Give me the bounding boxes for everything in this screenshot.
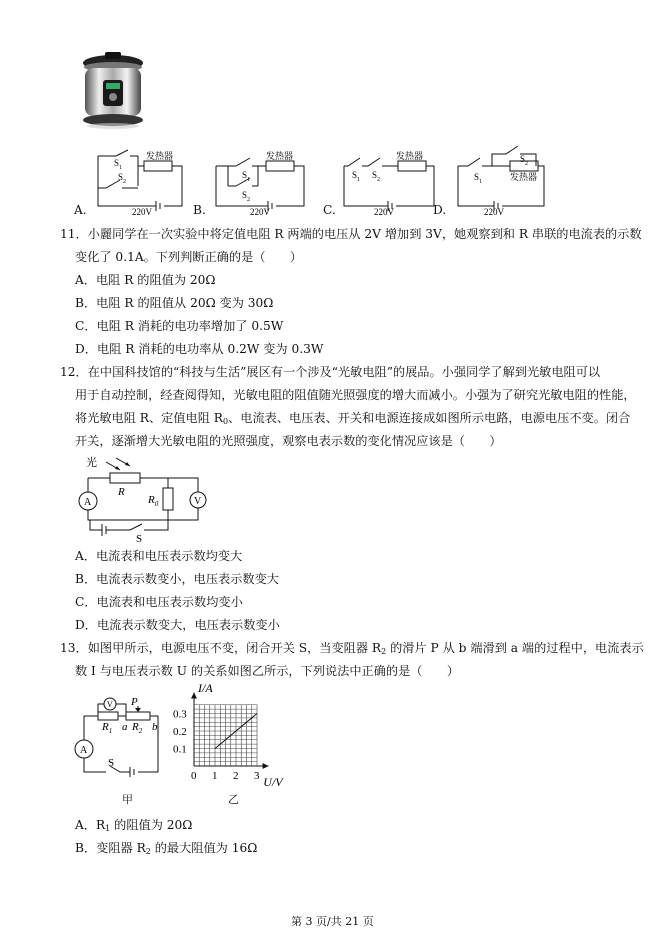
x-tick-label: 1: [212, 770, 218, 782]
q13-jia-r2: $R_2$: [132, 721, 143, 735]
y-axis-arrow: [191, 693, 197, 699]
q10-c-heater: 发热器: [396, 151, 424, 161]
q13-circuit-jia: [76, 692, 166, 784]
q13-caption-jia: 甲: [122, 793, 133, 806]
q13-option-b[interactable]: B．变阻器 $R_2$ 的最大阻值为 16Ω: [75, 841, 258, 856]
q12-stem-line-3: 将光敏电阻 R、定值电阻 $R_0$、电流表、电压表、开关和电源连接成如图所示电路，电源电压不变。闭合: [75, 411, 631, 426]
y-tick-label: 0.2: [173, 726, 187, 738]
q13-jia-ammeter: A: [80, 745, 88, 756]
q10-a-voltage: 220V: [132, 207, 152, 217]
q10-option-d-letter[interactable]: D.: [433, 203, 447, 217]
pressure-cooker-image: [78, 50, 148, 132]
q12-option-c[interactable]: C．电流表和电压表示数均变小: [75, 595, 243, 609]
q12-light-label: 光: [86, 457, 97, 469]
q13-chart-yi: [173, 680, 308, 792]
q10-circuit-b: [208, 148, 318, 218]
q11-stem-line-1: 11．小麗同学在一次实验中将定值电阻 R 两端的电压从 2V 增加到 3V，她观察到和 R 串联的电流表的示数: [60, 227, 642, 241]
q10-c-voltage: 220V: [374, 207, 394, 217]
y-tick-label: 0.1: [173, 743, 187, 756]
q12-stem-line-4: 开关，逐渐增大光敏电阻的光照强度，观察电表示数的变化情况应该是（ ）: [75, 434, 502, 448]
q13-jia-b: b: [152, 721, 158, 733]
q13-option-a[interactable]: A．$R_1$ 的阻值为 20Ω: [75, 818, 193, 833]
q10-a-s2: $S_2$: [118, 172, 127, 185]
q12-stem-line-1: 12．在中国科技馆的“科技与生活”展区有一个涉及“光敏电阻”的展品。小强同学了解到光敏电阻可以: [60, 365, 601, 379]
q13-caption-yi: 乙: [228, 793, 239, 806]
q10-c-s2: $S_2$: [372, 170, 381, 183]
q12-r0-label: $R_0$: [148, 494, 159, 508]
q13-stem-line-2: 数 I 与电压表示数 U 的关系如图乙所示，下列说法中正确的是（ ）: [75, 664, 460, 678]
q10-option-a-letter[interactable]: A.: [74, 203, 87, 217]
q12-stem-line-2: 用于自动控制，经查阅得知，光敏电阻的阻值随光照强度的增大而减小。小强为了研究光敏电阻的性能，: [75, 388, 636, 402]
q13-jia-voltmeter: V: [107, 700, 113, 709]
q11-option-a[interactable]: A．电阻 R 的阻值为 20Ω: [75, 273, 216, 287]
q10-d-s2: $S_2$: [520, 154, 529, 167]
q10-b-s1: $S_1$: [242, 170, 251, 183]
q12-voltmeter: V: [194, 496, 202, 507]
q10-d-heater: 发热器: [510, 172, 538, 182]
q12-r-label: R: [118, 486, 125, 498]
x-tick-label: 3: [254, 770, 260, 782]
q11-stem-line-2: 变化了 0.1A。下列判断正确的是（ ）: [75, 250, 303, 264]
x-tick-label: 2: [233, 770, 239, 782]
x-tick-label: 0: [191, 770, 197, 782]
q10-option-b-letter[interactable]: B.: [193, 203, 206, 217]
x-axis-arrow: [263, 763, 269, 769]
chart-xlabel: U/V: [263, 775, 283, 789]
q12-option-a[interactable]: A．电流表和电压表示数均变大: [75, 549, 243, 563]
q12-option-b[interactable]: B．电流表示数变小，电压表示数变大: [75, 572, 279, 586]
q10-circuit-d: [452, 142, 562, 218]
q10-d-s1: $S_1$: [474, 172, 483, 185]
q10-d-voltage: 220V: [484, 207, 504, 217]
q12-option-d[interactable]: D．电流表示数变大，电压表示数变小: [75, 618, 280, 632]
q13-jia-a: a: [122, 721, 128, 733]
q10-circuit-c: [338, 148, 448, 218]
q10-b-heater: 发热器: [266, 151, 294, 161]
q10-a-s1: $S_1$: [114, 158, 123, 171]
chart-grid: [194, 705, 257, 766]
chart-ylabel: I/A: [198, 681, 213, 695]
q10-option-c-letter[interactable]: C.: [323, 203, 336, 217]
q10-b-voltage: 220V: [250, 207, 270, 217]
q10-a-heater: 发热器: [146, 151, 174, 161]
q13-stem-line-1: 13．如图甲所示，电源电压不变，闭合开关 S，当变阻器 $R_2$ 的滑片 P 从 b 端滑到 a 端的过程中，电流表示: [60, 641, 644, 656]
q13-jia-p: P: [131, 696, 138, 708]
y-tick-label: 0.3: [173, 708, 187, 721]
q11-option-b[interactable]: B．电阻 R 的阻值从 20Ω 变为 30Ω: [75, 296, 274, 310]
q10-circuit-a: [86, 148, 196, 218]
q12-switch-label: S: [136, 533, 143, 545]
q11-option-c[interactable]: C．电阻 R 消耗的电功率增加了 0.5W: [75, 319, 284, 333]
page-footer: 第 3 页/共 21 页: [291, 915, 374, 928]
q11-option-d[interactable]: D．电阻 R 消耗的电功率从 0.2W 变为 0.3W: [75, 342, 324, 356]
q10-c-s1: $S_1$: [352, 170, 361, 183]
q10-b-s2: $S_2$: [242, 190, 251, 203]
q12-circuit: [76, 452, 216, 544]
q12-ammeter: A: [84, 497, 92, 508]
chart-ticks: [173, 709, 260, 783]
q13-jia-r1: $R_1$: [102, 721, 113, 735]
q13-jia-switch: S: [108, 757, 115, 769]
